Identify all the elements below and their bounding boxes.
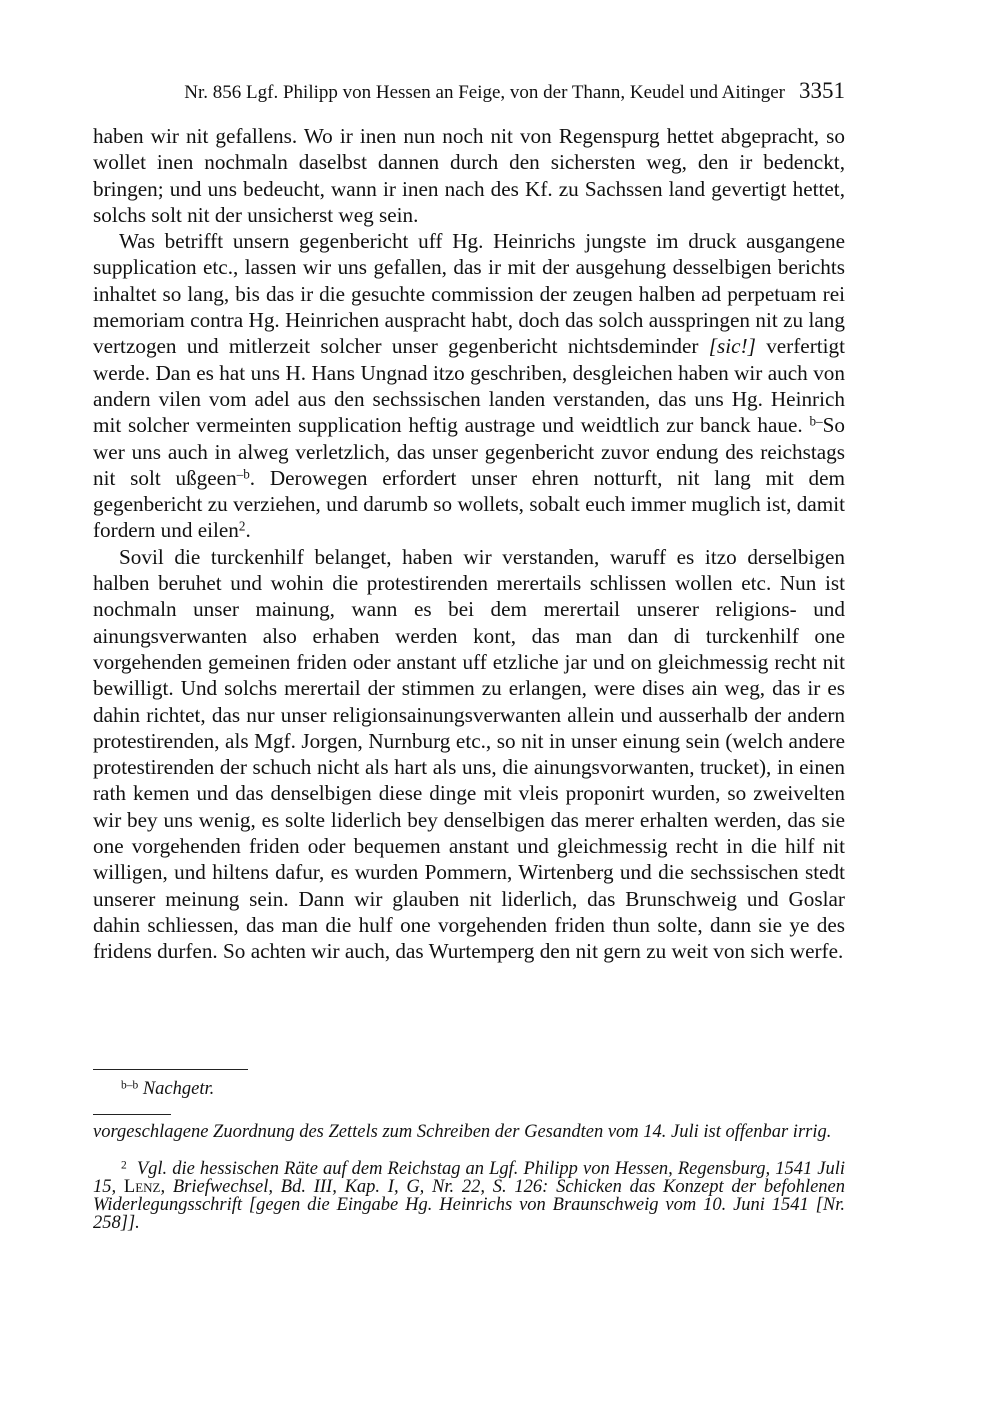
main-text [93, 123, 845, 965]
footnote-2-part-a: Vgl. die hessischen Räte auf dem Reichstag an Lgf. Philipp von Hessen, Regensburg, 1541 Juli 15, [93, 1159, 846, 1197]
footnote-b-text: Nachgetr. [142, 1079, 215, 1099]
footnote-mark-b-open: b– [809, 413, 823, 429]
paragraph-1: haben wir nit gefallens. Wo ir inen nun noch nit von Regenspurg hettet abgepracht, so wollet inen nochmaln daselbst dannen durch den sichersten weg, den ir bedenckt, bringen; und uns bedeucht, wann ir inen nach des Kf. zu Sachssen land gevertigt hettet, solchs solt nit der unsicherst weg sein. [93, 124, 845, 227]
paragraph-3: Sovil die turckenhilf belanget, haben wir verstanden, waruff es itzo derselbigen halben beruhet und wohin die protestirenden merertails schlissen wollen etc. Nun ist nochmaln unser mainung, wann es bei dem merertail unserer religions- und ainungsverwanten also erhaben werden kont, das man dan di turckenhilf one vorgehenden gemeinen friden oder anstant uff etzliche jar und on gleichmessig recht nit bewilligt. Und solchs merertail der stimmen zu erlangen, were dises ain weg, das ir es dahin richtet, das nur unser religionsainungsverwanten allein und ausserhalb der andern protestirenden, als Mgf. Jorgen, Nurnburg etc., so nit in unser einung sein (welch andere protestirenden der schuch nicht als hart als uns, die ainungsvorwanten, trucket), in einen rath kemen und das denselbigen diese dinge mit vleis proponirt wurden, so zweivelten wir bey uns wenig, es solte liderlich bey denselbigen das merer erhalten werden, das sie one vorgehenden friden oder bequemen anstant und gleichmessig recht in die hilf nit willigen, und hiltens dafur, es wurden Pommern, Wirtenberg und die sechssischen stedt unserer meinung sein. Dann wir glauben nit liderlich, das Brunschweig und Goslar dahin schliessen, das man die hulf one vorgehenden friden thun solte, dann sie ye des fridens durfen. So achten wir auch, das Wurtemperg den nit gern zu weit von sich werfe. [93, 544, 845, 964]
footnote-divider-numbers [93, 1114, 171, 1115]
footnote-mark-b-close: –b [236, 466, 250, 482]
footnote-2-mark-text: 2 [121, 1159, 127, 1172]
paragraph-2-part-d: . Derowegen erfordert unser ehren notturft, nit lang mit dem gegenbericht zu verziehen, und darumb so wollets, sobalt euch immer muglich ist, damit fordern und eilen [93, 465, 845, 543]
footnote-2-part-b: , Briefwechsel, Bd. III, Kap. I, G, Nr. 22, S. 126: Schicken das Konzept der befohlenen Widerlegungsschrift [gegen die Eingabe Hg. Heinrichs von Braunschweig vom 10. Juni 1541 [Nr. 258]]. [93, 1177, 846, 1233]
footnote-2-mark [121, 1159, 127, 1179]
running-header [93, 78, 845, 108]
paragraph-2-part-c: So wer uns auch in alweg verletzlich, das unser gegenbericht zuvor endung des reichstags nit solt ußgeen [93, 413, 846, 490]
paragraph-2 [93, 228, 845, 544]
running-title: Nr. 856 Lgf. Philipp von Hessen an Feige, von der Thann, Keudel und Aitinger [184, 82, 785, 103]
footnote-2-author: Lenz [123, 1177, 161, 1197]
footnote-b [93, 1077, 845, 1101]
footnote-ref-2: 2 [238, 518, 246, 534]
paragraph-2-part-b: verfertigt werde. Dan es hat uns H. Hans Ungnad itzo geschriben, desgleichen haben wir auch von andern vilen vom adel aus den sechssischen landen verstanden, das uns Hg. Heinrich mit solcher vermeinten supplication heftig austrage und weidtlich zur banck haue. [93, 334, 846, 438]
footnote-divider-letters [93, 1069, 248, 1070]
paragraph-2-part-a: Was betrifft unsern gegenbericht uff Hg. Heinrichs jungste im druck ausgangene supplication etc., lassen wir uns gefallen, das ir mit der ausgehung desselbigen berichts inhaltet so lang, bis das ir die gesuchte commission der zeugen halben ad perpetuam rei memoriam contra Hg. Heinrichen auspracht habt, doch das solch ausspringen nit zu lang vertzogen und mitlerzeit solcher unser gegenbericht nichtsdeminder [93, 229, 845, 359]
sic-note: [sic!] [708, 334, 756, 359]
paragraph-2-end: . [245, 518, 251, 543]
footnote-b-mark-text: b–b [121, 1079, 139, 1092]
footnote-continuation: vorgeschlagene Zuordnung des Zettels zum Schreiben der Gesandten vom 14. Juli ist offenbar irrig. [93, 1122, 832, 1142]
footnote-b-mark [121, 1079, 138, 1099]
footnote-2 [93, 1160, 845, 1232]
page-number: 3351 [799, 78, 845, 103]
